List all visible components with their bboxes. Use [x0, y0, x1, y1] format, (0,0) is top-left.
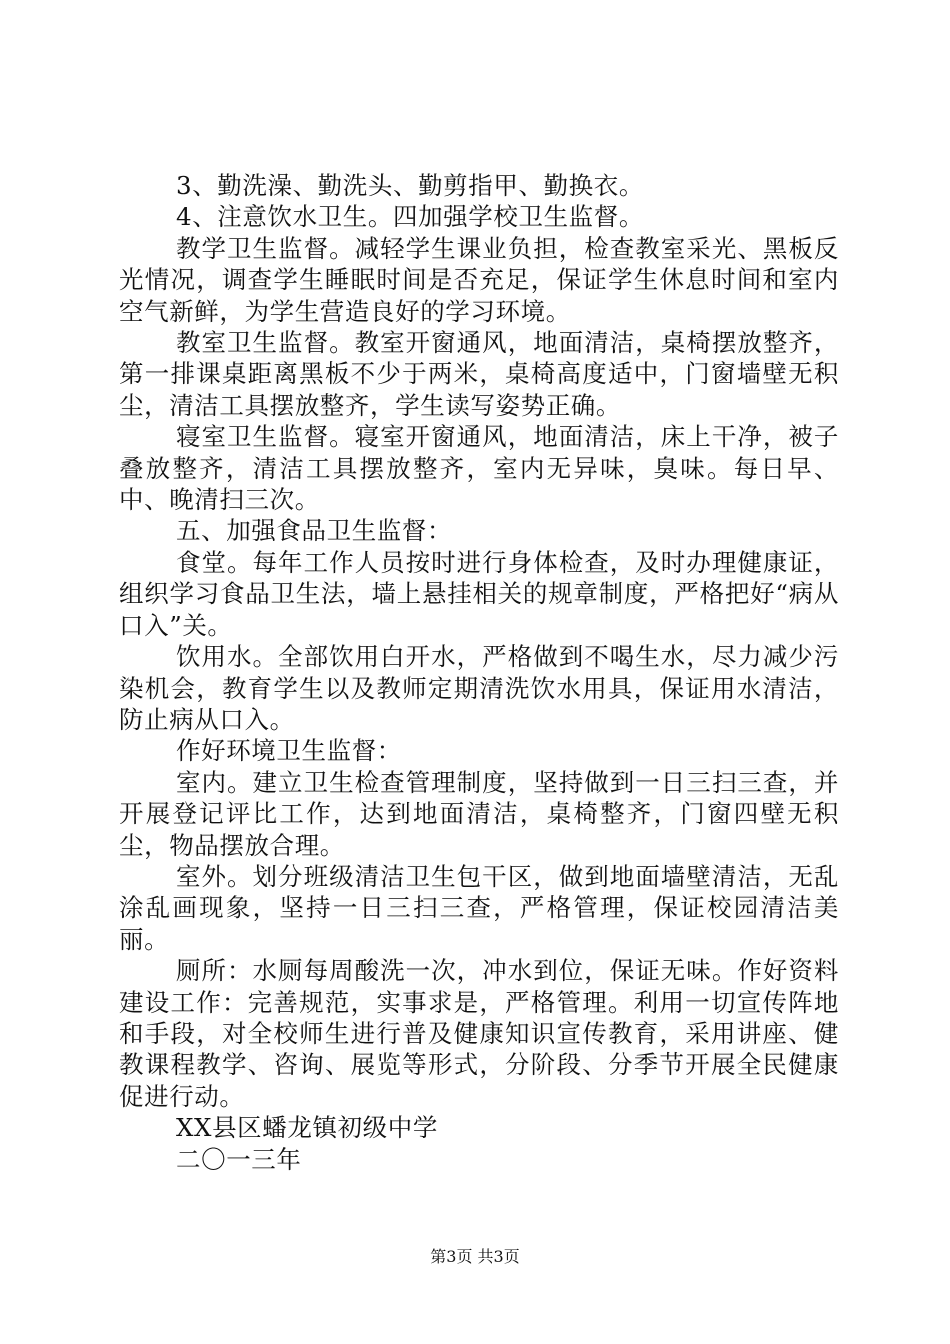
paragraph: 寝室卫生监督。寝室开窗通风，地面清洁，床上干净，被子叠放整齐，清洁工具摆放整齐，室内无异味，臭味。每日早、中、晚清扫三次。 — [119, 422, 839, 515]
paragraph: 3、勤洗澡、勤洗头、勤剪指甲、勤换衣。 — [176, 171, 644, 200]
section-heading: 五、加强食品卫生监督： — [176, 516, 453, 546]
page-number-footer: 第3页 共3页 — [430, 1247, 520, 1266]
paragraph: 厕所：水厕每周酸洗一次，冲水到位，保证无味。作好资料建设工作：完善规范，实事求是，严格管理。利用一切宣传阵地和手段，对全校师生进行普及健康知识宣传教育，采用讲座、健教课程教学、咨询、展览等形式，分阶段、分季节开展全民健康促进行动。 — [119, 956, 839, 1111]
paragraph: 食堂。每年工作人员按时进行身体检查，及时办理健康证，组织学习食品卫生法，墙上悬挂相关的规章制度，严格把好“病从口入”关。 — [119, 547, 839, 640]
paragraph: 教室卫生监督。教室开窗通风，地面清洁，桌椅摆放整齐，第一排课桌距离黑板不少于两米，桌椅高度适中，门窗墙壁无积尘，清洁工具摆放整齐，学生读写姿势正确。 — [119, 328, 839, 420]
paragraph: 教学卫生监督。减轻学生课业负担，检查教室采光、黑板反光情况，调查学生睡眠时间是否充足，保证学生休息时间和室内空气新鲜，为学生营造良好的学习环境。 — [119, 233, 839, 326]
paragraph: 4、注意饮水卫生。四加强学校卫生监督。 — [176, 202, 644, 232]
paragraph: 饮用水。全部饮用白开水，严格做到不喝生水，尽力减少污染机会，教育学生以及教师定期清洗饮水用具，保证用水清洁，防止病从口入。 — [119, 642, 839, 734]
signature-date: 二〇一三年 — [176, 1144, 302, 1174]
document-body — [119, 170, 839, 1175]
paragraph: 室内。建立卫生检查管理制度，坚持做到一日三扫三查，并开展登记评比工作，达到地面清洁，桌椅整齐，门窗四壁无积尘，物品摆放合理。 — [119, 767, 839, 860]
paragraph: 室外。划分班级清洁卫生包干区，做到地面墙壁清洁，无乱涂乱画现象，坚持一日三扫三查，严格管理，保证校园清洁美丽。 — [119, 861, 839, 954]
signature-organization: XX县区蟠龙镇初级中学 — [176, 1113, 438, 1143]
section-heading: 作好环境卫生监督： — [176, 736, 402, 766]
